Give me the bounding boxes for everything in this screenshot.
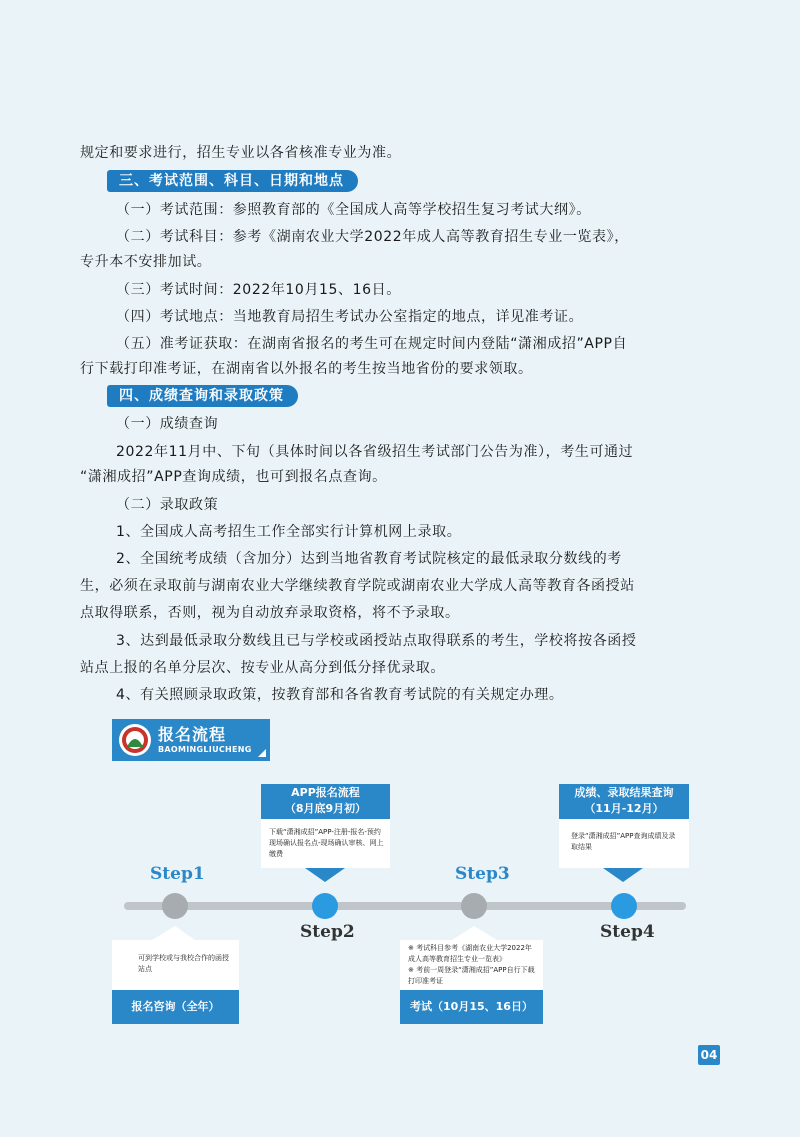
paragraph-exam-time: （三）考试时间：2022年10月15、16日。 bbox=[116, 282, 401, 298]
step1-desc: 可到学校或与我校合作的函授站点 bbox=[138, 954, 229, 973]
paragraph-score-heading: （一）成绩查询 bbox=[116, 416, 219, 432]
step2-period: （8月底9月初） bbox=[284, 802, 367, 815]
step3-notes-box bbox=[400, 940, 543, 990]
paragraph-policy-4: 4、有关照顾录取政策，按教育部和各省教育考试院的有关规定办理。 bbox=[116, 687, 564, 703]
step2-title-box bbox=[261, 784, 390, 819]
flow-subtitle: BAOMINGLIUCHENG bbox=[158, 745, 252, 754]
paragraph-policy-2-cont: 生，必须在录取前与湖南农业大学继续教育学院或湖南农业大学成人高等教育各函授站 bbox=[80, 578, 635, 594]
step3-title: 考试（10月15、16日） bbox=[400, 990, 543, 1024]
step4-node-icon bbox=[611, 893, 637, 919]
step4-period: （11月-12月） bbox=[584, 802, 664, 815]
step4-pointer-icon bbox=[603, 868, 643, 882]
paragraph-policy-1: 1、全国成人高考招生工作全部实行计算机网上录取。 bbox=[116, 524, 462, 540]
step2-label: Step2 bbox=[300, 922, 355, 942]
step1-desc-box bbox=[112, 940, 239, 990]
paragraph-policy-heading: （二）录取政策 bbox=[116, 497, 219, 513]
section-heading-exam: 三、考试范围、科目、日期和地点 bbox=[107, 170, 358, 192]
flow-title: 报名流程 bbox=[158, 725, 227, 744]
paragraph-policy-3: 3、达到最低录取分数线且已与学校或函授站点取得联系的考生，学校将按各函授 bbox=[116, 633, 637, 649]
flow-header bbox=[112, 719, 270, 761]
step4-desc: 登录“潇湘成招”APP查询成绩及录取结果 bbox=[571, 832, 676, 851]
step4-title: 成绩、录取结果查询 bbox=[574, 786, 674, 799]
university-logo-icon bbox=[118, 723, 152, 757]
step2-desc: 下载“潇湘成招”APP-注册-报名-预约现场确认报名点-现场确认审核、网上缴费 bbox=[269, 828, 384, 858]
step3-note-1: ※ 考试科目参考《湖南农业大学2022年成人高等教育招生专业一览表》 bbox=[408, 944, 532, 963]
corner-mark-icon bbox=[258, 749, 266, 757]
step1-label: Step1 bbox=[150, 864, 205, 884]
paragraph-policy-2: 2、全国统考成绩（含加分）达到当地省教育考试院核定的最低录取分数线的考 bbox=[116, 551, 622, 567]
step4-label: Step4 bbox=[600, 922, 655, 942]
paragraph-admission-ticket-cont: 行下载打印准考证，在湖南省以外报名的考生按当地省份的要求领取。 bbox=[80, 361, 533, 377]
paragraph-exam-scope: （一）考试范围：参照教育部的《全国成人高等学校招生复习考试大纲》。 bbox=[116, 202, 591, 218]
paragraph-admission-ticket: （五）准考证获取：在湖南省报名的考生可在规定时间内登陆“潇湘成招”APP自 bbox=[116, 336, 628, 352]
section-heading-score: 四、成绩查询和录取政策 bbox=[107, 385, 298, 407]
step1-node-icon bbox=[162, 893, 188, 919]
step4-title-box bbox=[559, 784, 689, 819]
step2-title: APP报名流程 bbox=[291, 786, 360, 799]
step3-note-2: ※ 考前一周登录“潇湘成招”APP自行下载打印准考证 bbox=[408, 966, 535, 985]
step2-desc-box bbox=[261, 819, 390, 868]
step1-pointer-icon bbox=[152, 926, 195, 940]
paragraph-score-query: 2022年11月中、下旬（具体时间以各省级招生考试部门公告为准），考生可通过 bbox=[116, 444, 634, 460]
paragraph-exam-subject: （二）考试科目：参考《湖南农业大学2022年成人高等教育招生专业一览表》， bbox=[116, 229, 629, 245]
page-number: 04 bbox=[698, 1045, 720, 1065]
paragraph-exam-subject-cont: 专升本不安排加试。 bbox=[80, 254, 212, 270]
paragraph-intro: 规定和要求进行，招生专业以各省核准专业为准。 bbox=[80, 145, 402, 161]
step2-pointer-icon bbox=[305, 868, 345, 882]
step3-pointer-icon bbox=[452, 926, 497, 940]
step2-node-icon bbox=[312, 893, 338, 919]
step1-title: 报名咨询（全年） bbox=[112, 990, 239, 1024]
step3-node-icon bbox=[461, 893, 487, 919]
paragraph-exam-location: （四）考试地点：当地教育局招生考试办公室指定的地点，详见准考证。 bbox=[116, 309, 584, 325]
paragraph-policy-2-cont2: 点取得联系，否则，视为自动放弃录取资格，将不予录取。 bbox=[80, 605, 460, 621]
paragraph-policy-3-cont: 站点上报的名单分层次、按专业从高分到低分择优录取。 bbox=[80, 660, 445, 676]
step4-desc-box bbox=[559, 819, 689, 868]
paragraph-score-query-cont: “潇湘成招”APP查询成绩，也可到报名点查询。 bbox=[80, 469, 387, 485]
step3-label: Step3 bbox=[455, 864, 510, 884]
